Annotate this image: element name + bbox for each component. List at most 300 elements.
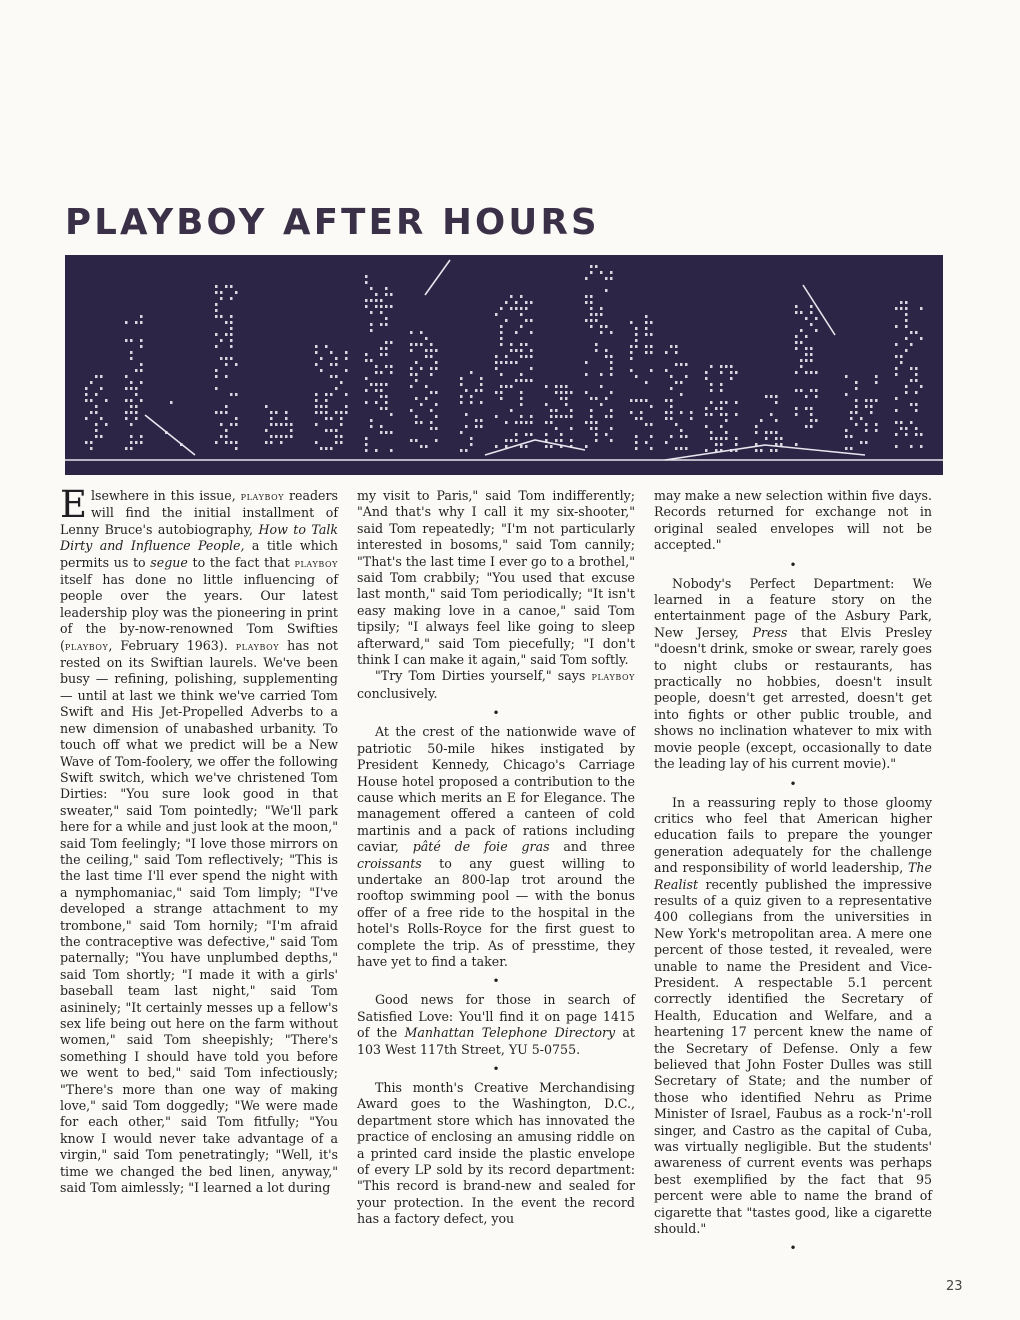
lit-window (775, 431, 778, 434)
lit-window (235, 417, 238, 420)
lit-window (385, 395, 388, 398)
lit-window (810, 413, 813, 416)
lit-window (765, 395, 768, 398)
lit-window (685, 375, 688, 378)
lit-window (720, 371, 723, 374)
lit-window (220, 339, 223, 342)
lit-window (95, 423, 98, 426)
lit-window (810, 425, 813, 428)
lit-window (470, 443, 473, 446)
lit-window (680, 435, 683, 438)
lit-window (335, 411, 338, 414)
lit-window (90, 399, 93, 402)
lit-window (135, 369, 138, 372)
lit-window (135, 417, 138, 420)
lit-window (605, 433, 608, 436)
lit-window (275, 423, 278, 426)
lit-window (800, 365, 803, 368)
lit-window (345, 351, 348, 354)
lit-window (665, 351, 668, 354)
lit-window (505, 439, 508, 442)
lit-window (235, 447, 238, 450)
lit-window (480, 425, 483, 428)
lit-window (810, 311, 813, 314)
lit-window (515, 379, 518, 382)
lit-window (425, 445, 428, 448)
lit-window (610, 355, 613, 358)
lit-window (430, 373, 433, 376)
lit-window (810, 305, 813, 308)
lit-window (460, 449, 463, 452)
lit-window (370, 419, 373, 422)
lit-window (670, 411, 673, 414)
lit-window (85, 399, 88, 402)
lit-window (720, 425, 723, 428)
lit-window (920, 307, 923, 310)
lit-window (225, 429, 228, 432)
lit-window (500, 307, 503, 310)
text-run: has not rested on its Swiftian laurels. We've been busy — refining, polishing, supplementing — until at last we think we've carried Tom Swift and His Jet-Propelled Adverbs to a new dimension of unabashed urbanity. To touch off what we predict will be a New Wave of Tom-foolery, we offer the following Swift switch, which we've christened Tom Dirties: "You sure look good in that sweater," said Tom pointedly; "We'll park here for a while and just look at the moon," said Tom feelingly; "I love those mirrors on the ceiling," said Tom reflectively; "This is the last time I'll ever spend the night with a nymphomaniac," said Tom limply; "I've developed a strange attachment to my trombone," said Tom hornily; "I'm afraid the contraceptive was defective," said Tom paternally; "You have unplumbed depths," said Tom shortly; "I made it with a girls' baseball team last night," said Tom asininely; "It certainly messes up a fellow's sex life being out here on the farm without women," said Tom sheepishly; "There's something I should have told you before we went to bed," said Tom infectiously; "There's more than one way of making love," said Tom doggedly; "We were made for each other," said Tom fitfully; "You know I would never take advantage of a virgin," said Tom penetratingly; "Well, it's time we changed the bed linen, anyway," said Tom aimlessly; "I learned a lot during (60, 637, 338, 1196)
text-run: at 103 West 117th Street, YU 5-0755. (357, 1025, 635, 1057)
lit-window (590, 313, 593, 316)
lit-window (380, 353, 383, 356)
lit-window (505, 421, 508, 424)
lit-window (570, 415, 573, 418)
lit-window (795, 341, 798, 344)
lit-window (635, 399, 638, 402)
lit-window (425, 349, 428, 352)
lit-window (265, 441, 268, 444)
lit-window (235, 423, 238, 426)
lit-window (520, 445, 523, 448)
lit-window (215, 285, 218, 288)
lit-window (520, 421, 523, 424)
lit-window (85, 393, 88, 396)
lit-window (895, 433, 898, 436)
lit-window (800, 311, 803, 314)
lit-window (680, 429, 683, 432)
lit-window (220, 435, 223, 438)
lit-window (770, 449, 773, 452)
lit-window (460, 383, 463, 386)
lit-window (855, 381, 858, 384)
lit-window (640, 411, 643, 414)
lit-window (590, 415, 593, 418)
italic-term: croissants (357, 855, 422, 871)
lit-window (125, 447, 128, 450)
lit-window (605, 397, 608, 400)
lit-window (600, 331, 603, 334)
lit-window (595, 319, 598, 322)
lit-window (795, 371, 798, 374)
lit-window (365, 443, 368, 446)
lit-window (135, 411, 138, 414)
lit-window (510, 409, 513, 412)
lit-window (530, 355, 533, 358)
lit-window (800, 329, 803, 332)
lit-window (325, 399, 328, 402)
lit-window (365, 353, 368, 356)
lit-window (430, 391, 433, 394)
lit-window (130, 351, 133, 354)
lit-window (595, 313, 598, 316)
lit-window (370, 287, 373, 290)
lit-window (685, 363, 688, 366)
lit-window (585, 445, 588, 448)
lit-window (705, 407, 708, 410)
lit-window (590, 397, 593, 400)
lit-window (465, 413, 468, 416)
lit-window (530, 349, 533, 352)
newspaper-title: Press (752, 624, 788, 640)
lit-window (410, 343, 413, 346)
lit-window (845, 429, 848, 432)
lit-window (605, 349, 608, 352)
lit-window (330, 447, 333, 450)
lit-window (85, 441, 88, 444)
lit-window (290, 435, 293, 438)
lit-window (215, 369, 218, 372)
lit-window (345, 369, 348, 372)
lit-window (530, 415, 533, 418)
lit-window (375, 365, 378, 368)
lit-window (810, 359, 813, 362)
lit-window (630, 345, 633, 348)
lit-window (320, 357, 323, 360)
lit-window (85, 387, 88, 390)
lit-window (795, 347, 798, 350)
lit-window (530, 301, 533, 304)
lit-window (340, 441, 343, 444)
lit-window (370, 425, 373, 428)
lit-window (125, 375, 128, 378)
lit-window (460, 431, 463, 434)
lit-window (135, 441, 138, 444)
lit-window (570, 439, 573, 442)
lit-window (500, 361, 503, 364)
article-paragraph: my visit to Paris," said Tom indifferently; "And that's why I call it my six-shooter," said Tom repeatedly; "I'm not particularly interested in bosoms," said Tom cannily; "That's the last time I ever go to a brothel," said Tom crabbily; "You used that excuse last month," said Tom periodically; "It isn't easy making love in a canoe," said Tom tipsily; "I always feel like going to sleep afterward," said Tom piecefully; "I don't think I can make it again," said Tom softly. (357, 488, 635, 668)
lit-window (900, 307, 903, 310)
lit-window (315, 393, 318, 396)
lit-window (215, 291, 218, 294)
lit-window (235, 291, 238, 294)
lit-window (325, 429, 328, 432)
lit-window (330, 363, 333, 366)
lit-window (530, 319, 533, 322)
lit-window (650, 333, 653, 336)
lit-window (920, 433, 923, 436)
lit-window (215, 345, 218, 348)
lit-window (585, 391, 588, 394)
lit-window (680, 363, 683, 366)
lit-window (525, 445, 528, 448)
lit-window (435, 427, 438, 430)
lit-window (520, 373, 523, 376)
lit-window (90, 381, 93, 384)
lit-window (330, 375, 333, 378)
lit-window (525, 421, 528, 424)
lit-window (510, 361, 513, 364)
lit-window (610, 331, 613, 334)
lit-window (845, 375, 848, 378)
lit-window (365, 437, 368, 440)
lit-window (555, 427, 558, 430)
lit-window (895, 373, 898, 376)
lit-window (340, 381, 343, 384)
lit-window (420, 331, 423, 334)
lit-window (900, 427, 903, 430)
lit-window (720, 413, 723, 416)
lit-window (775, 449, 778, 452)
lit-window (670, 405, 673, 408)
lit-window (520, 313, 523, 316)
lit-window (710, 383, 713, 386)
lit-window (510, 439, 513, 442)
lit-window (560, 415, 563, 418)
lit-window (345, 405, 348, 408)
lit-window (805, 335, 808, 338)
lit-window (865, 441, 868, 444)
lit-window (905, 391, 908, 394)
section-separator-bullet: • (492, 706, 500, 721)
lit-window (130, 399, 133, 402)
lit-window (610, 373, 613, 376)
lit-window (435, 349, 438, 352)
lit-window (215, 375, 218, 378)
lit-window (590, 427, 593, 430)
lit-window (905, 301, 908, 304)
lit-window (135, 405, 138, 408)
lit-window (320, 411, 323, 414)
article-paragraph: may make a new selection within five days. Records returned for exchange not in original sealed envelopes will not be accepted." (654, 488, 932, 553)
lit-window (430, 349, 433, 352)
lit-window (320, 369, 323, 372)
lit-window (495, 445, 498, 448)
lit-window (805, 359, 808, 362)
lit-window (545, 403, 548, 406)
text-run: that Elvis Presley "doesn't drink, smoke or swear, rarely goes to night clubs or restaurants, has practically no hobbies, doesn't insult people, doesn't get arrested, doesn't get into fights or other public trouble, and shows no inclination whatever to mix with movie people (except, occasionally to date the leading lay of his current movie)." (654, 624, 932, 772)
lit-window (520, 349, 523, 352)
lit-window (335, 363, 338, 366)
lit-window (370, 329, 373, 332)
lit-window (135, 387, 138, 390)
lit-window (895, 355, 898, 358)
lit-window (635, 417, 638, 420)
lit-window (545, 433, 548, 436)
lit-window (495, 415, 498, 418)
lit-window (905, 433, 908, 436)
text-run: conclusively. (357, 685, 438, 701)
lit-window (315, 405, 318, 408)
lit-window (385, 287, 388, 290)
lit-window (805, 395, 808, 398)
lit-window (130, 435, 133, 438)
lit-window (565, 403, 568, 406)
lit-window (795, 389, 798, 392)
text-run: "Try Tom Dirties yourself," says (375, 668, 592, 684)
lit-window (665, 369, 668, 372)
lit-window (710, 413, 713, 416)
lit-window (380, 395, 383, 398)
lit-window (855, 423, 858, 426)
lit-window (515, 439, 518, 442)
lit-window (650, 435, 653, 438)
lit-window (670, 399, 673, 402)
lit-window (225, 411, 228, 414)
lit-window (585, 301, 588, 304)
lit-window (105, 399, 108, 402)
lit-window (335, 429, 338, 432)
lit-window (595, 265, 598, 268)
lit-window (515, 361, 518, 364)
lit-window (365, 299, 368, 302)
lit-window (520, 343, 523, 346)
lit-window (635, 375, 638, 378)
lit-window (690, 417, 693, 420)
lit-window (675, 363, 678, 366)
lit-window (605, 277, 608, 280)
lit-window (530, 367, 533, 370)
lit-window (900, 355, 903, 358)
lit-window (605, 355, 608, 358)
lit-window (520, 397, 523, 400)
lit-window (565, 391, 568, 394)
article-paragraph (357, 992, 635, 1058)
lit-window (680, 381, 683, 384)
lit-window (775, 419, 778, 422)
lit-window (610, 361, 613, 364)
lit-window (430, 367, 433, 370)
lit-window (280, 435, 283, 438)
lit-window (855, 411, 858, 414)
lit-window (480, 389, 483, 392)
lit-window (390, 371, 393, 374)
lit-window (910, 331, 913, 334)
lit-window (765, 437, 768, 440)
lit-window (385, 293, 388, 296)
lit-window (515, 421, 518, 424)
lit-window (325, 411, 328, 414)
lit-window (520, 403, 523, 406)
lit-window (415, 397, 418, 400)
lit-window (715, 443, 718, 446)
lit-window (345, 411, 348, 414)
lit-window (770, 413, 773, 416)
lit-window (760, 419, 763, 422)
lit-window (515, 349, 518, 352)
lit-window (910, 445, 913, 448)
lit-window (895, 445, 898, 448)
lit-window (590, 409, 593, 412)
lit-window (325, 345, 328, 348)
lit-window (780, 437, 783, 440)
lit-window (365, 359, 368, 362)
lit-window (520, 307, 523, 310)
lit-window (915, 373, 918, 376)
article-paragraph (357, 668, 635, 702)
lit-window (855, 405, 858, 408)
lit-window (125, 417, 128, 420)
lit-window (140, 345, 143, 348)
lit-window (385, 323, 388, 326)
lit-window (415, 373, 418, 376)
lit-window (675, 447, 678, 450)
lit-window (735, 443, 738, 446)
lit-window (315, 345, 318, 348)
text-run: lsewhere in this issue, (91, 488, 241, 503)
lit-window (90, 441, 93, 444)
lit-window (710, 389, 713, 392)
lit-window (520, 325, 523, 328)
lit-window (140, 381, 143, 384)
lit-window (810, 347, 813, 350)
lit-window (460, 395, 463, 398)
lit-window (370, 311, 373, 314)
lit-window (815, 371, 818, 374)
lit-window (525, 343, 528, 346)
lit-window (330, 351, 333, 354)
lit-window (595, 421, 598, 424)
lit-window (545, 421, 548, 424)
lit-window (390, 431, 393, 434)
magazine-name: playboy (235, 639, 280, 653)
lit-window (895, 307, 898, 310)
lit-window (465, 425, 468, 428)
lit-window (225, 435, 228, 438)
lit-window (225, 405, 228, 408)
lit-window (505, 385, 508, 388)
lit-window (735, 371, 738, 374)
lit-window (635, 333, 638, 336)
lit-window (915, 427, 918, 430)
lit-window (375, 305, 378, 308)
lit-window (595, 433, 598, 436)
lit-window (800, 341, 803, 344)
lit-window (795, 335, 798, 338)
text-run: to any guest willing to undertake an 800-lap trot around the rooftop swimming pool — with the bonus offer of a free ride to the hospital in the hotel's Rolls-Royce for the first guest to complete the trip. As of presstime, they have yet to find a taker. (357, 855, 635, 969)
lit-window (585, 319, 588, 322)
lit-window (895, 343, 898, 346)
lit-window (560, 397, 563, 400)
lit-window (320, 447, 323, 450)
lit-window (230, 321, 233, 324)
lit-window (215, 315, 218, 318)
lit-window (330, 393, 333, 396)
lit-window (365, 401, 368, 404)
lit-window (335, 375, 338, 378)
lit-window (375, 389, 378, 392)
lit-window (915, 367, 918, 370)
lit-window (855, 399, 858, 402)
lit-window (675, 423, 678, 426)
lit-window (220, 291, 223, 294)
lit-window (560, 439, 563, 442)
lit-window (415, 421, 418, 424)
lit-window (370, 383, 373, 386)
lit-window (325, 405, 328, 408)
lit-window (590, 325, 593, 328)
lit-window (860, 417, 863, 420)
lit-window (570, 427, 573, 430)
lit-window (730, 365, 733, 368)
lit-window (100, 375, 103, 378)
lit-window (555, 415, 558, 418)
magazine-name: playboy (240, 490, 285, 503)
lit-window (600, 373, 603, 376)
lit-window (585, 421, 588, 424)
lit-window (230, 393, 233, 396)
lit-window (140, 399, 143, 402)
